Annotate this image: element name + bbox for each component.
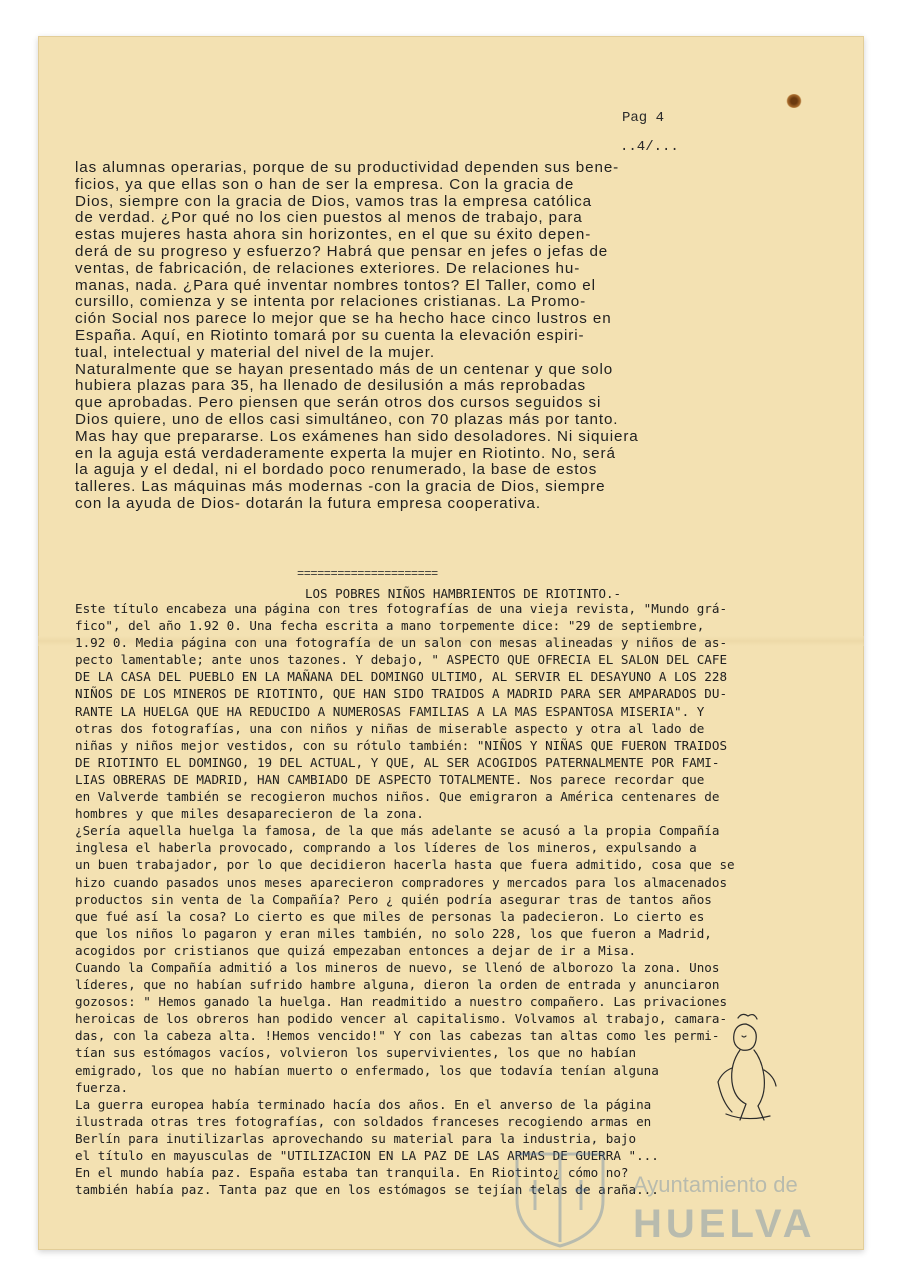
text-line: RANTE LA HUELGA QUE HA REDUCIDO A NUMEROSAS FAMILIAS A LA MAS ESPANTOSA MISERIA". Y <box>75 703 705 719</box>
text-line: das, con la cabeza alta. !Hemos vencido!" Y con las cabezas tan altas como les permi- <box>75 1028 720 1044</box>
upper-paragraph <box>75 160 795 513</box>
text-line: ficios, ya que ellas son o han de ser la empresa. Con la gracia de <box>75 175 575 193</box>
text-line: tían sus estómagos vacíos, volvieron los supervivientes, los que no habían <box>75 1045 637 1061</box>
text-line: en Valverde también se recogieron muchos niños. Que emigraron a América centenares de <box>75 789 720 805</box>
watermark-text-bottom: HUELVA <box>633 1202 816 1246</box>
text-line: de verdad. ¿Por qué no los cien puestos al menos de trabajo, para <box>75 209 583 227</box>
text-line: Cuando la Compañía admitió a los mineros de nuevo, se llenó de alborozo la zona. Unos <box>75 959 720 975</box>
text-line: cursillo, comienza y se intenta por relaciones cristianas. La Promo- <box>75 293 587 311</box>
text-line: que fué así la cosa? Lo cierto es que miles de personas la padecieron. Lo cierto es <box>75 908 705 924</box>
text-line: Naturalmente que se hayan presentado más de un centenar y que solo <box>75 360 614 378</box>
text-line: Dios quiere, uno de ellos casi simultáneo, con 70 plazas más por tanto. <box>75 410 619 428</box>
text-line: en la aguja está verdaderamente experta la mujer en Riotinto. No, será <box>75 444 616 462</box>
text-line: fico", del año 1.92 0. Una fecha escrita a mano torpemente dice: "29 de septiembre, <box>75 618 705 634</box>
section-divider: ===================== <box>297 567 438 581</box>
text-line: acogidos por cristianos que quizá empezaban entonces a dejar de ir a Misa. <box>75 942 637 958</box>
text-line: Berlín para inutilizarlas aprovechando su material para la industria, bajo <box>75 1130 637 1146</box>
text-line: el título en mayusculas de "UTILIZACION EN LA PAZ DE LAS ARMAS DE GUERRA "... <box>75 1148 659 1163</box>
section-title: LOS POBRES NIÑOS HAMBRIENTOS DE RIOTINTO.- <box>305 586 622 601</box>
text-line: hubiera plazas para 35, ha llenado de desilusión a más reprobadas <box>75 377 587 395</box>
text-line: ventas, de fabricación, de relaciones exteriores. De relaciones hu- <box>75 259 581 277</box>
text-line: NIÑOS DE LOS MINEROS DE RIOTINTO, QUE HAN SIDO TRAIDOS A MADRID PARA SER AMPARADOS DU- <box>75 686 728 702</box>
text-line: La guerra europea había terminado hacía dos años. En el anverso de la página <box>75 1096 652 1112</box>
text-line: talleres. Las máquinas más modernas -con la gracia de Dios, siempre <box>75 478 606 496</box>
text-line: En el mundo había paz. España estaba tan tranquila. En Riotinto¿ cómo no? <box>75 1165 629 1181</box>
text-line: fuerza. <box>75 1079 129 1095</box>
text-line: estas mujeres hasta ahora sin horizontes, en el que su éxito depen- <box>75 226 592 244</box>
text-line: hombres y que miles desaparecieron de la zona. <box>75 806 424 822</box>
text-line: derá de su progreso y esfuerzo? Habrá que pensar en jefes o jefas de <box>75 242 609 260</box>
text-line: líderes, que no habían sufrido hambre alguna, dieron la orden de entrada y anunciaron <box>75 977 720 993</box>
text-line: la aguja y el dedal, ni el bordado poco renumerado, la base de estos <box>75 461 598 479</box>
text-line: otras dos fotografías, una con niños y niñas de miserable aspecto y otra al lado de <box>75 720 705 736</box>
text-line: ¿Sería aquella huelga la famosa, de la que más adelante se acusó a la propia Compañía <box>75 823 720 839</box>
continuation-mark: ..4/... <box>620 139 679 155</box>
text-line: manas, nada. ¿Para qué inventar nombres tontos? El Taller, como el <box>75 276 596 294</box>
text-line: Dios, siempre con la gracia de Dios, vamos tras la empresa católica <box>75 192 592 210</box>
text-line: niñas y niños mejor vestidos, con su rótulo también: "NIÑOS Y NIÑAS QUE FUERON TRAIDOS <box>75 737 728 753</box>
text-line: que aprobadas. Pero piensen que serán otros dos cursos seguidos si <box>75 394 602 412</box>
text-line: emigrado, los que no habían muerto o enfermado, los que todavía tenían alguna <box>75 1062 659 1078</box>
text-line: que los niños lo pagaron y eran miles también, no solo 228, los que fueron a Madrid, <box>75 925 712 941</box>
text-line: hizo cuando pasados unos meses aparecieron compradores y mercados para los almacenados <box>75 874 728 890</box>
text-line: España. Aquí, en Riotinto tomará por su cuenta la elevación espiri- <box>75 326 585 344</box>
rust-stain <box>786 94 802 108</box>
watermark-text-top: Ayuntamiento de <box>633 1172 798 1197</box>
text-line: DE RIOTINTO EL DOMINGO, 19 DEL ACTUAL, Y QUE, AL SER ACOGIDOS PATERNALMENTE POR FAMI- <box>75 754 720 770</box>
coat-of-arms-shield <box>505 1150 615 1250</box>
text-line: también había paz. Tanta paz que en los estómagos se tejían telas de araña... <box>75 1182 659 1198</box>
text-line: tual, intelectual y material del nivel de la mujer. <box>75 343 435 361</box>
text-line: productos sin venta de la Compañía? Pero ¿ quién podría asegurar tras de tantos años <box>75 891 712 907</box>
text-line: pecto lamentable; ante unos tazones. Y debajo, " ASPECTO QUE OFRECIA EL SALON DEL CAFE <box>75 652 728 668</box>
text-line: heroicas de los obreros han podido vencer al capitalismo. Volvamos al trabajo, camara- <box>75 1011 728 1027</box>
municipal-watermark <box>505 1150 845 1250</box>
text-line: ilustrada otras tres fotografías, con soldados franceses recogiendo armas en <box>75 1113 652 1129</box>
text-line: inglesa el haberla provocado, comprando a los líderes de los mineros, expulsando a <box>75 840 697 856</box>
text-line: un buen trabajador, por lo que decidieron hacerla hasta que fuera admitido, cosa que se <box>75 857 735 873</box>
text-line: ción Social nos parece lo mejor que se ha hecho hace cinco lustros en <box>75 310 612 328</box>
text-line: DE LA CASA DEL PUEBLO EN LA MAÑANA DEL DOMINGO ULTIMO, AL SERVIR EL DESAYUNO A LOS 228 <box>75 669 728 685</box>
child-sketch-illustration <box>706 1010 786 1130</box>
text-line: 1.92 0. Media página con una fotografía de un salon con mesas alineadas y niños de as- <box>75 635 728 651</box>
text-line: las alumnas operarias, porque de su productividad dependen sus bene- <box>75 159 620 176</box>
text-line: LIAS OBRERAS DE MADRID, HAN CAMBIADO DE ASPECTO TOTALMENTE. Nos parece recordar que <box>75 771 705 787</box>
page-number: Pag 4 <box>622 110 665 126</box>
text-line: Este título encabeza una página con tres fotografías de una vieja revista, "Mundo grá- <box>75 601 728 616</box>
text-line: con la ayuda de Dios- dotarán la futura empresa cooperativa. <box>75 494 541 512</box>
text-line: gozosos: " Hemos ganado la huelga. Han readmitido a nuestro compañero. Las privaciones <box>75 994 728 1010</box>
text-line: Mas hay que prepararse. Los exámenes han sido desoladores. Ni siquiera <box>75 427 639 445</box>
